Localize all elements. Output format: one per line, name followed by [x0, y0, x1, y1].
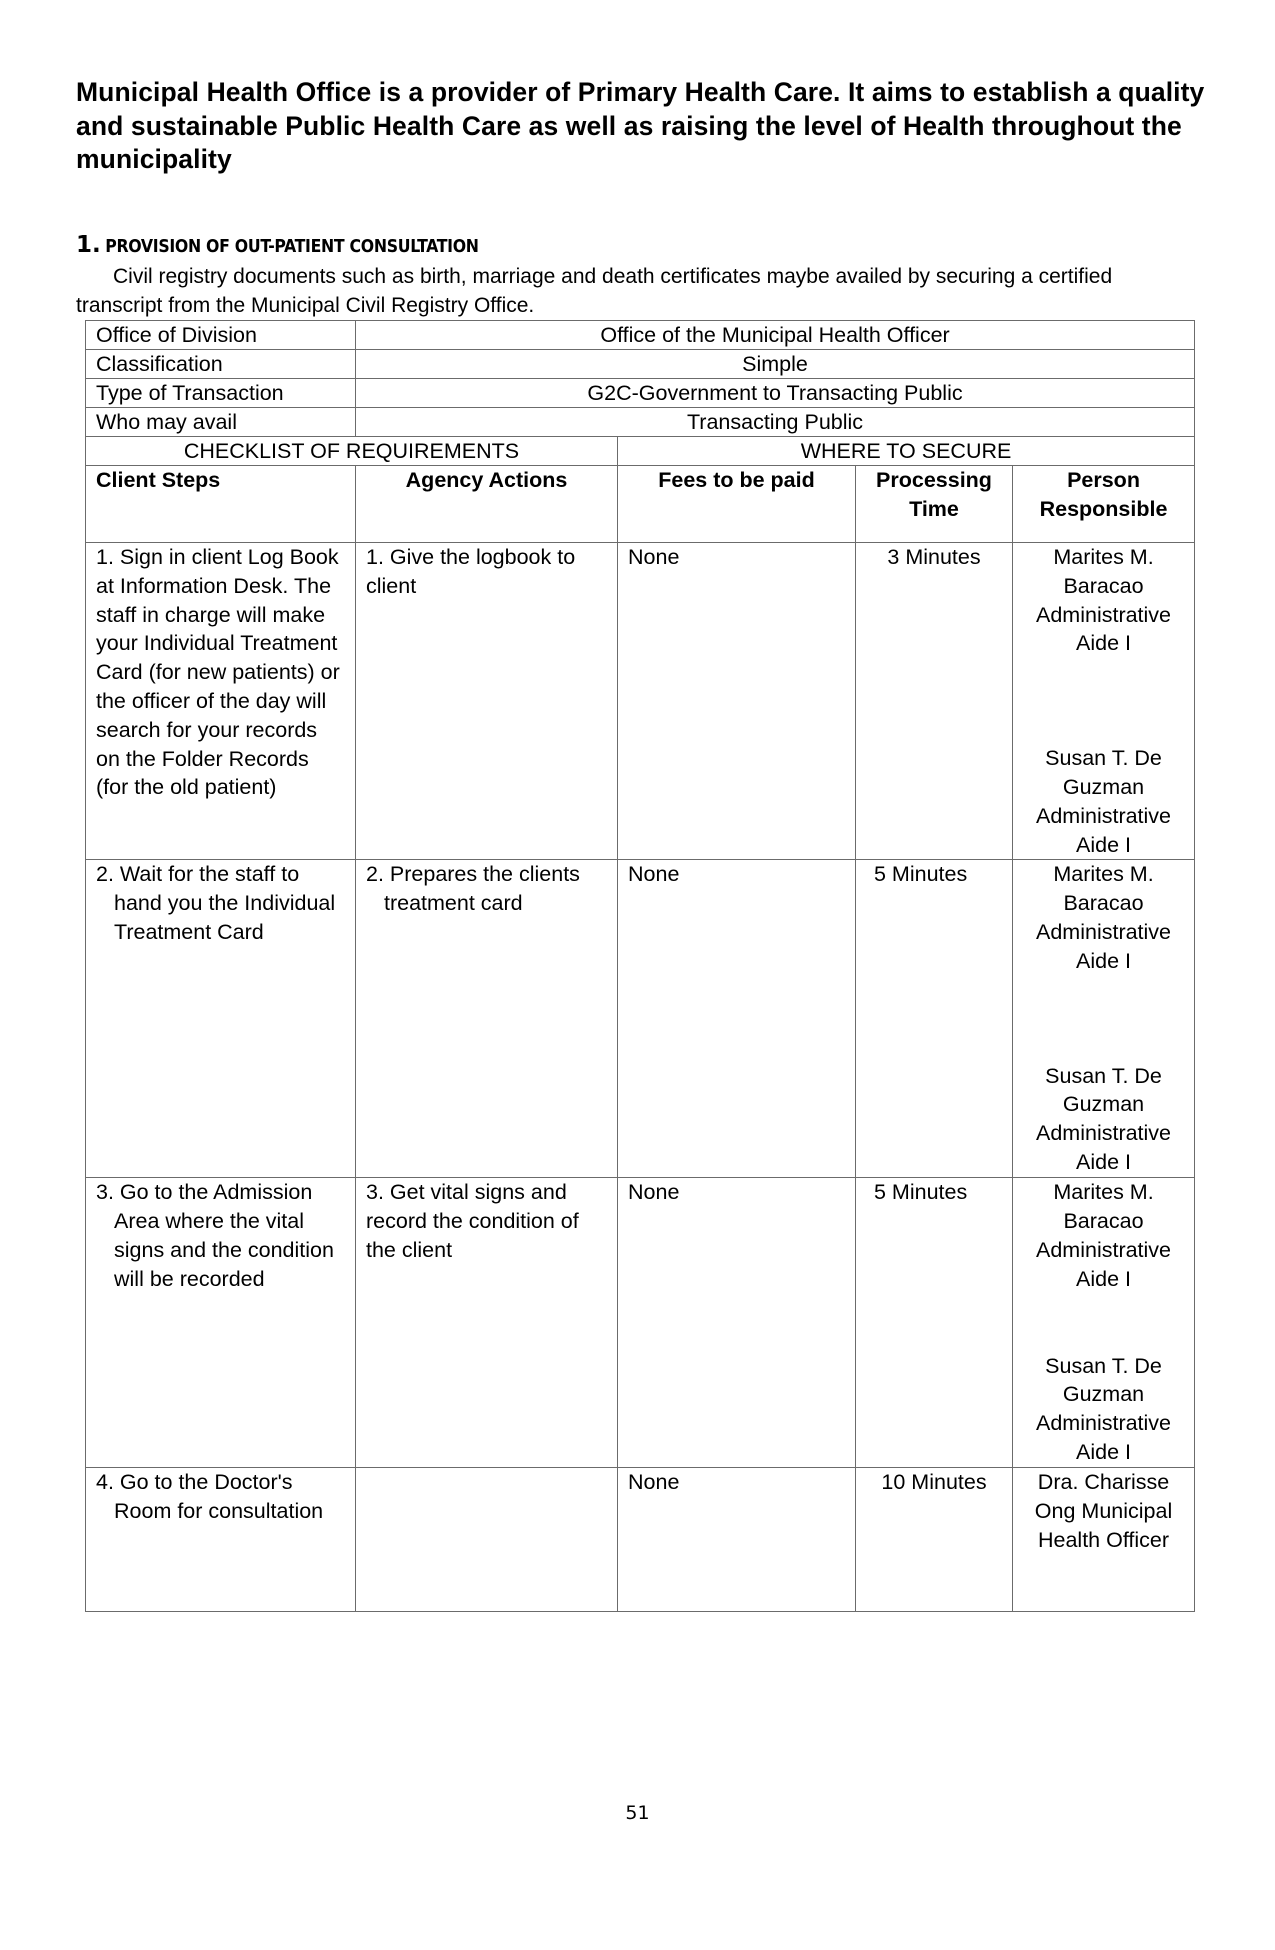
col-processing-time: Processing Time: [856, 466, 1013, 543]
info-label: Classification: [86, 350, 356, 379]
step-row: [86, 543, 1195, 860]
person-primary: Marites M. Baracao Administrative Aide I: [1036, 545, 1172, 656]
agency-action: 2. Prepares the clients treatment card: [356, 860, 618, 1178]
section-heading: [76, 232, 479, 258]
info-row: [86, 321, 1195, 350]
where-to-secure-header: WHERE TO SECURE: [618, 437, 1195, 466]
info-value: Transacting Public: [356, 408, 1195, 437]
fee: None: [618, 860, 856, 1178]
agency-action: 1. Give the logbook to client: [356, 543, 618, 860]
person-secondary: Susan T. De Guzman Administrative Aide I: [1036, 1353, 1172, 1464]
fee: None: [618, 1468, 856, 1612]
info-value: Office of the Municipal Health Officer: [356, 321, 1195, 350]
person-responsible: [1013, 543, 1195, 860]
client-step: 3. Go to the Admission Area where the vital signs and the condition will be recorded: [86, 1178, 356, 1468]
step-row: [86, 1468, 1195, 1612]
processing-time: 3 Minutes: [856, 543, 1013, 860]
col-fees: Fees to be paid: [618, 466, 856, 543]
step-row: [86, 1178, 1195, 1468]
info-value: Simple: [356, 350, 1195, 379]
info-label: Who may avail: [86, 408, 356, 437]
client-step: 1. Sign in client Log Book at Information Desk. The staff in charge will make your Individual Treatment Card (for new patients) or the officer of the day will search for your records on the Folder Records (for the old patient): [86, 543, 356, 860]
col-client-steps: Client Steps: [86, 466, 356, 543]
info-row: [86, 350, 1195, 379]
section-description: Civil registry documents such as birth, marriage and death certificates maybe availed by securing a certified transcript from the Municipal Civil Registry Office.: [76, 265, 1113, 317]
info-row: [86, 408, 1195, 437]
person-primary: Dra. Charisse Ong Municipal Health Officer: [1034, 1470, 1173, 1552]
section-title: PROVISION OF OUT-PATIENT CONSULTATION: [105, 237, 479, 257]
person-responsible: [1013, 860, 1195, 1178]
processing-time: 10 Minutes: [856, 1468, 1013, 1612]
column-header-row: [86, 466, 1195, 543]
checklist-header: CHECKLIST OF REQUIREMENTS: [86, 437, 618, 466]
person-secondary: Susan T. De Guzman Administrative Aide I: [1036, 1063, 1172, 1174]
person-primary: Marites M. Baracao Administrative Aide I: [1036, 1180, 1172, 1291]
section-number: 1.: [76, 232, 101, 258]
service-table: [85, 320, 1195, 1612]
fee: None: [618, 543, 856, 860]
person-responsible: [1013, 1178, 1195, 1468]
step-row: [86, 860, 1195, 1178]
info-label: Type of Transaction: [86, 379, 356, 408]
person-secondary: Susan T. De Guzman Administrative Aide I: [1036, 746, 1172, 857]
fee: None: [618, 1178, 856, 1468]
page-number: 51: [625, 1802, 650, 1824]
client-step: 2. Wait for the staff to hand you the Individual Treatment Card: [86, 860, 356, 1178]
person-primary: Marites M. Baracao Administrative Aide I: [1036, 862, 1172, 973]
agency-action: [356, 1468, 618, 1612]
person-responsible: [1013, 1468, 1195, 1612]
info-value: G2C-Government to Transacting Public: [356, 379, 1195, 408]
info-row: [86, 379, 1195, 408]
processing-time: 5 Minutes: [856, 860, 1013, 1178]
group-header-row: [86, 437, 1195, 466]
col-person-responsible: Person Responsible: [1013, 466, 1195, 543]
col-agency-actions: Agency Actions: [356, 466, 618, 543]
info-label: Office of Division: [86, 321, 356, 350]
client-step: 4. Go to the Doctor's Room for consultation: [86, 1468, 356, 1612]
agency-action: 3. Get vital signs and record the condition of the client: [356, 1178, 618, 1468]
processing-time: 5 Minutes: [856, 1178, 1013, 1468]
intro-statement: Municipal Health Office is a provider of Primary Health Care. It aims to establish a quality and sustainable Public Health Care as well as raising the level of Health throughout the municipality: [76, 77, 1205, 174]
